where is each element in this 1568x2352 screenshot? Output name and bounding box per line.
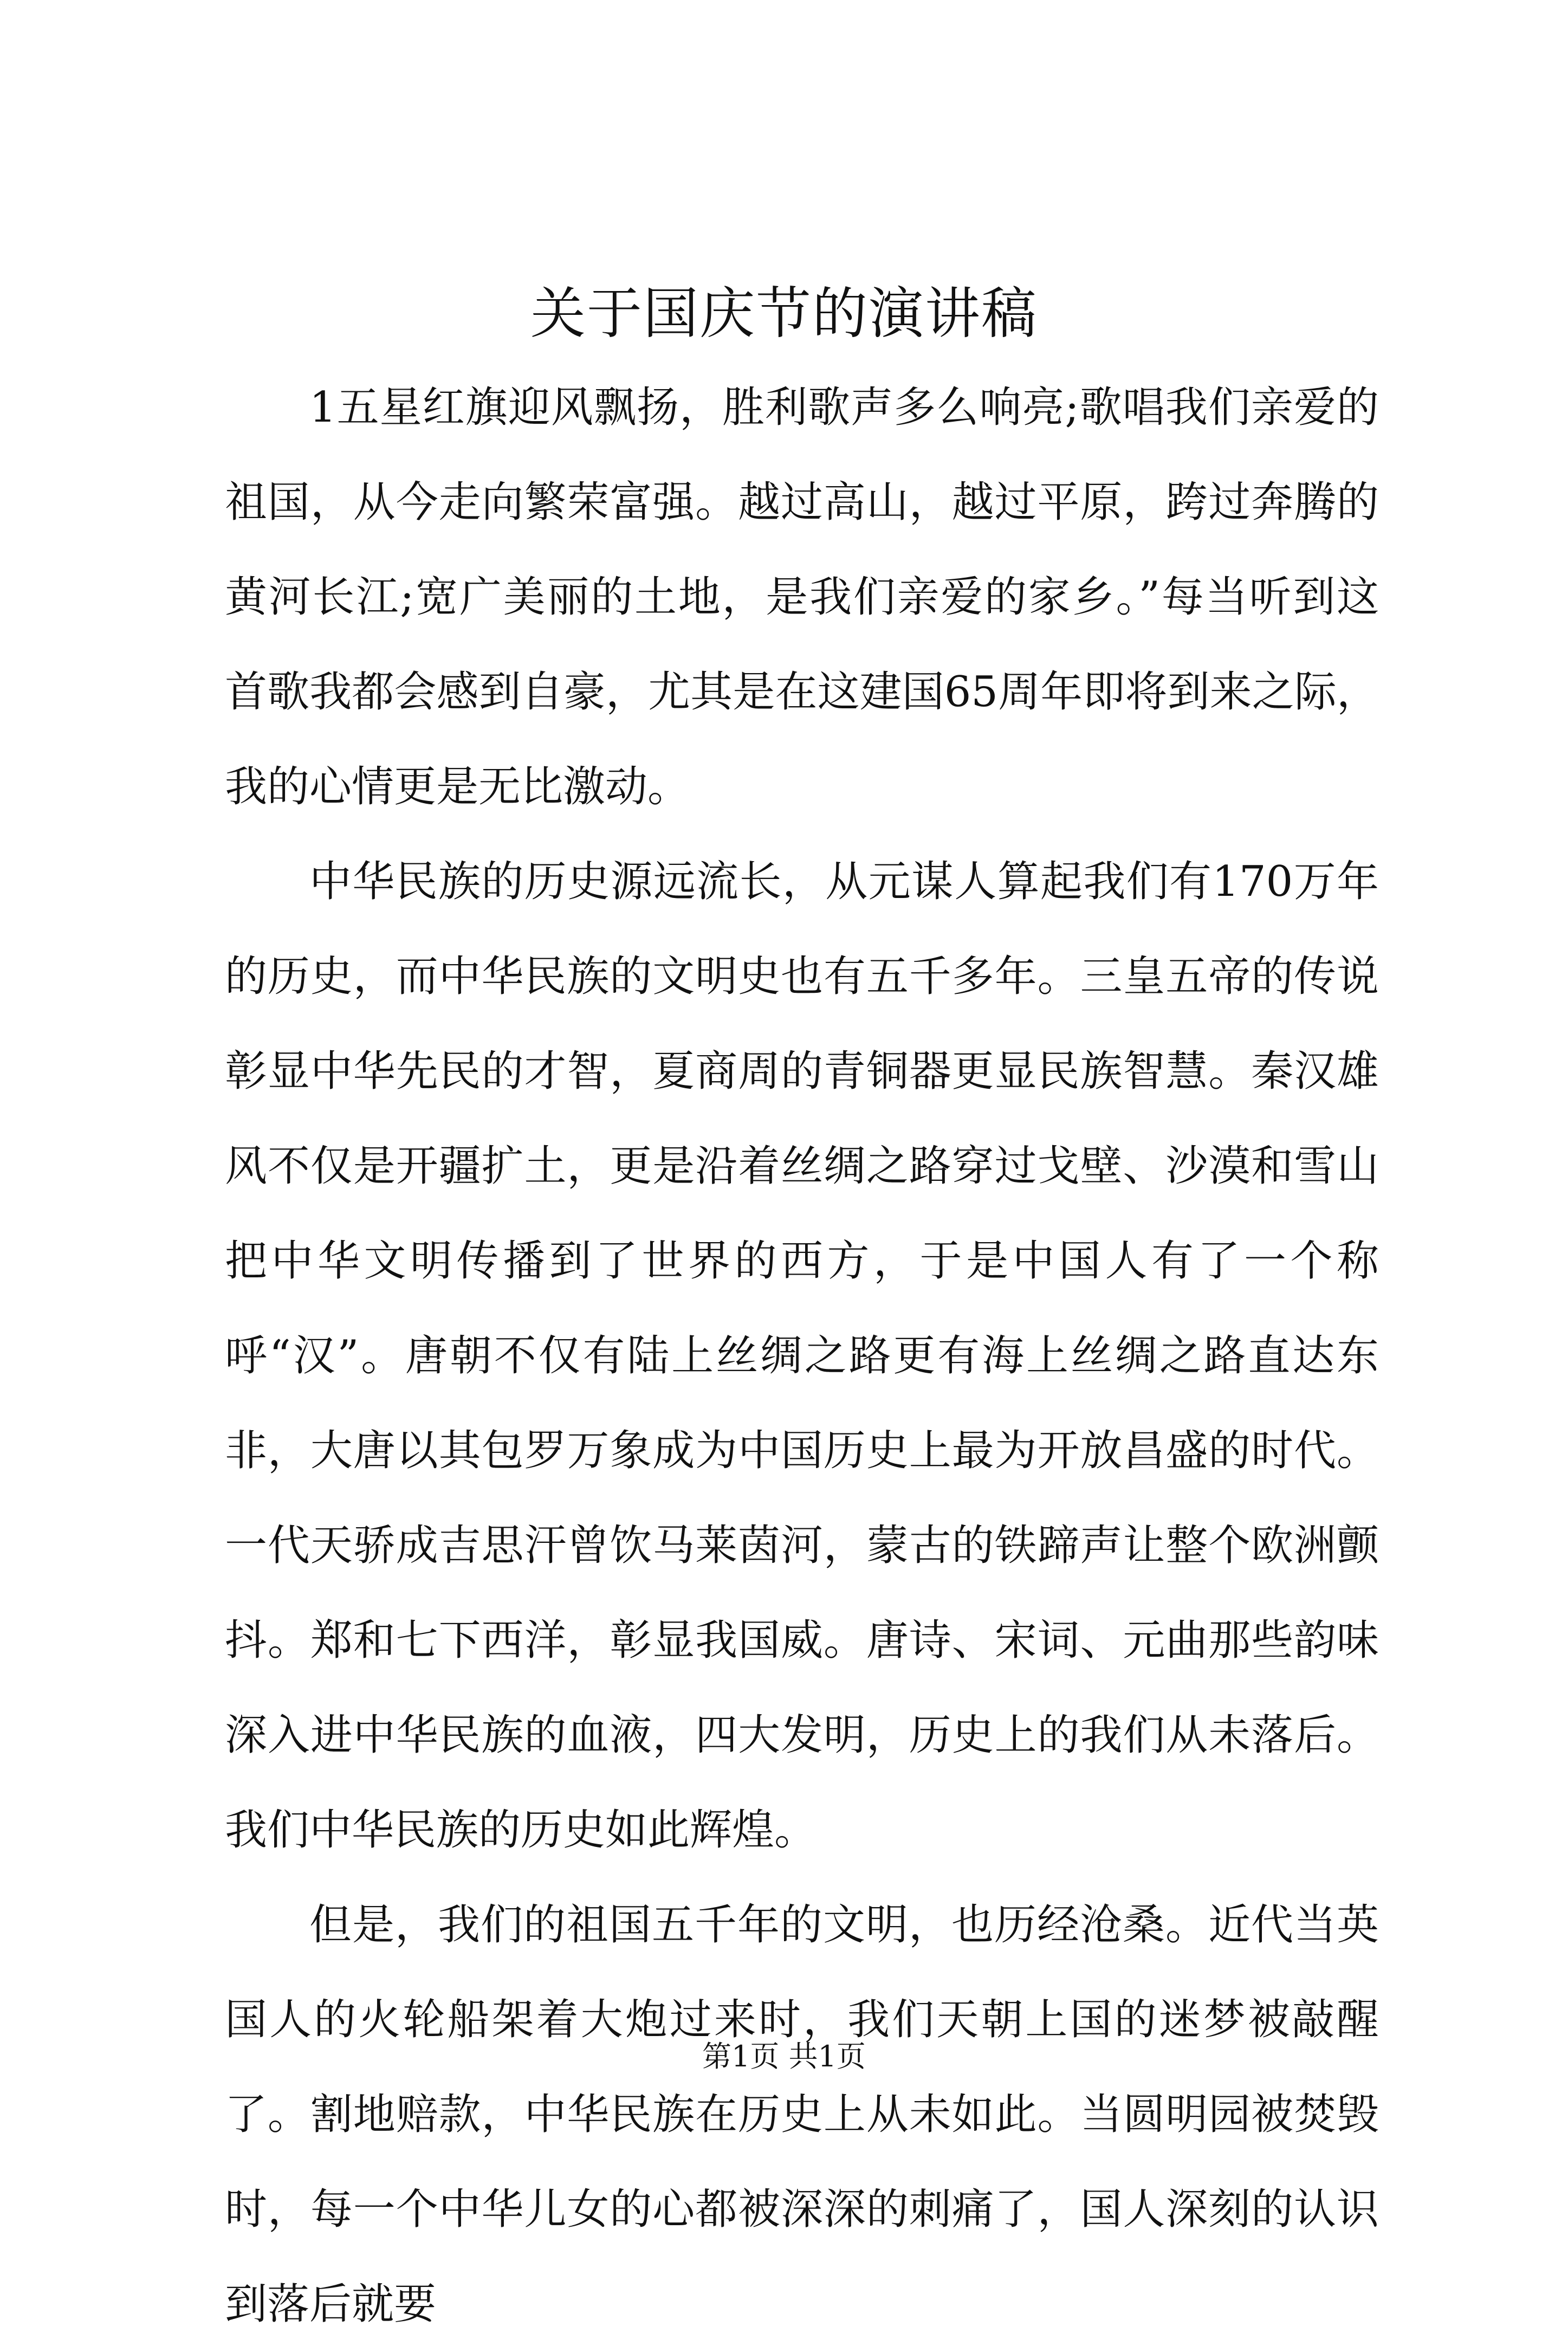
page-footer: 第1页 共1页 xyxy=(702,2039,866,2073)
paragraph-3: 但是，我们的祖国五千年的文明，也历经沧桑。近代当英国人的火轮船架着大炮过来时，我们天朝上国的迷梦被敲醒了。割地赔款，中华民族在历史上从未如此。当圆明园被焚毁时，每一个中华儿女的心都被深深的刺痛了，国人深刻的认识到落后就要 xyxy=(225,1901,1379,2329)
paragraph-1: 1五星红旗迎风飘扬，胜利歌声多么响亮;歌唱我们亲爱的祖国，从今走向繁荣富强。越过高山，越过平原，跨过奔腾的黄河长江;宽广美丽的土地，是我们亲爱的家乡。”每当听到这首歌我都会感到自豪，尤其是在这建国65周年即将到来之际，我的心情更是无比激动。 xyxy=(225,383,1379,811)
paragraph-2: 中华民族的历史源远流长，从元谋人算起我们有170万年的历史，而中华民族的文明史也有五千多年。三皇五帝的传说彰显中华先民的才智，夏商周的青铜器更显民族智慧。秦汉雄风不仅是开疆扩土，更是沿着丝绸之路穿过戈壁、沙漠和雪山把中华文明传播到了世界的西方，于是中国人有了一个称呼“汉”。唐朝不仅有陆上丝绸之路更有海上丝绸之路直达东非，大唐以其包罗万象成为中国历史上最为开放昌盛的时代。一代天骄成吉思汗曾饮马莱茵河，蒙古的铁蹄声让整个欧洲颤抖。郑和七下西洋，彰显我国威。唐诗、宋词、元曲那些韵味深入进中华民族的血液，四大发明，历史上的我们从未落后。我们中华民族的历史如此辉煌。 xyxy=(225,857,1379,1855)
document-title: 关于国庆节的演讲稿 xyxy=(530,282,1038,346)
